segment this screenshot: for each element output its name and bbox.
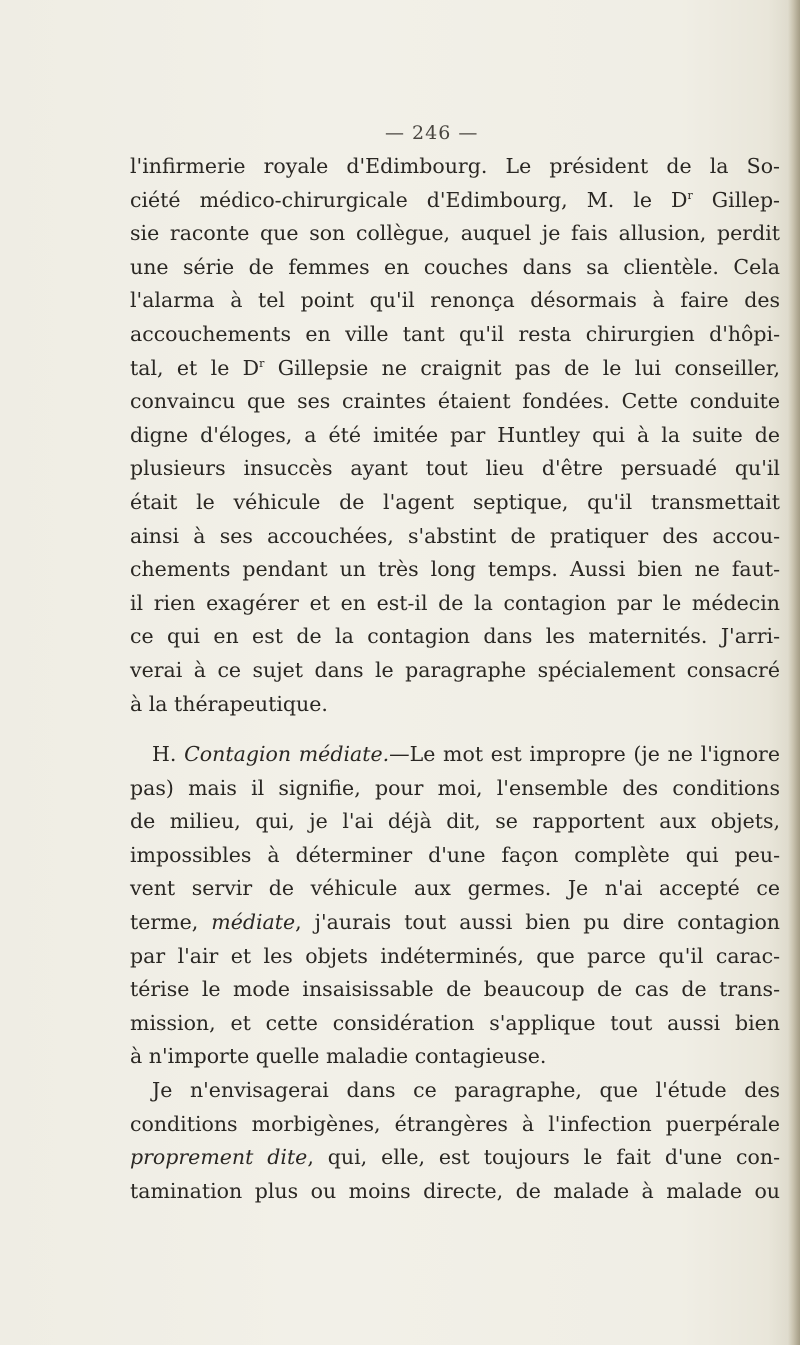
text-line: proprement dite, qui, elle, est toujours le fait d'une con-: [130, 1145, 780, 1170]
section-label: H.: [152, 742, 177, 767]
page-edge-shadow: [788, 0, 800, 1345]
page-number: — 246 —: [385, 122, 479, 144]
text-line: était le véhicule de l'agent septique, qu'il transmettait: [130, 489, 780, 514]
text-line: à n'importe quelle maladie contagieuse.: [130, 1044, 547, 1069]
text-line: convaincu que ses craintes étaient fondées. Cette conduite: [130, 389, 780, 414]
text-line: il rien exagérer et en est-il de la contagion par le médecin: [130, 590, 780, 615]
text-line: tal, et le $D^r$ Gillepsie ne craignit pas de le lui conseiller,: [130, 355, 780, 380]
text-line: à la thérapeutique.: [130, 691, 328, 716]
text-line: par l'air et les objets indéterminés, que parce qu'il carac-: [130, 943, 780, 968]
paragraph-1: [130, 150, 780, 721]
text-line: l'alarma à tel point qu'il renonça désormais à faire des: [130, 288, 780, 313]
text-line: mission, et cette considération s'applique tout aussi bien: [130, 1010, 780, 1035]
text-line: digne d'éloges, a été imitée par Huntley qui à la suite de: [130, 422, 780, 447]
paragraph-gap: [130, 721, 780, 738]
paragraph-2: [130, 738, 780, 1074]
text-line: chements pendant un très long temps. Aussi bien ne faut-: [130, 557, 780, 582]
text-line: sie raconte que son collègue, auquel je fais allusion, perdit: [130, 221, 780, 246]
text-line: ce qui en est de la contagion dans les maternités. J'arri-: [130, 624, 780, 649]
paragraph-3: [130, 1074, 780, 1208]
text-line: impossibles à déterminer d'une façon complète qui peu-: [130, 842, 780, 867]
text-line: Je n'envisagerai dans ce paragraphe, que l'étude des: [152, 1078, 780, 1103]
text-line: plusieurs insuccès ayant tout lieu d'être persuadé qu'il: [130, 456, 780, 481]
text-line: terme, médiate, j'aurais tout aussi bien pu dire contagion: [130, 910, 780, 935]
section-title: Contagion médiate.: [184, 742, 390, 767]
text-line: une série de femmes en couches dans sa clientèle. Cela: [130, 254, 780, 279]
text-line: pas) mais il signifie, pour moi, l'ensemble des conditions: [130, 775, 780, 800]
text-line: conditions morbigènes, étrangères à l'infection puerpérale: [130, 1111, 780, 1136]
text-line: accouchements en ville tant qu'il resta chirurgien d'hôpi-: [130, 321, 780, 346]
text-line: l'infirmerie royale d'Edimbourg. Le président de la So-: [130, 154, 780, 178]
text-line: verai à ce sujet dans le paragraphe spécialement consacré: [130, 657, 780, 682]
text-line: ainsi à ses accouchées, s'abstint de pratiquer des accou-: [130, 523, 780, 548]
text-line: térise le mode insaisissable de beaucoup de cas de trans-: [130, 977, 780, 1002]
text-line: H. Contagion médiate.—Le mot est impropre (je ne l'ignore: [152, 742, 780, 767]
body-text: [130, 150, 780, 1208]
text-line: ciété médico-chirurgicale d'Edimbourg, M. le $D^r$ Gillep-: [130, 187, 780, 212]
text-line: vent servir de véhicule aux germes. Je n'ai accepté ce: [130, 876, 780, 901]
text-line: de milieu, qui, je l'ai déjà dit, se rapportent aux objets,: [130, 809, 780, 834]
text-line: tamination plus ou moins directe, de malade à malade ou: [130, 1178, 780, 1203]
